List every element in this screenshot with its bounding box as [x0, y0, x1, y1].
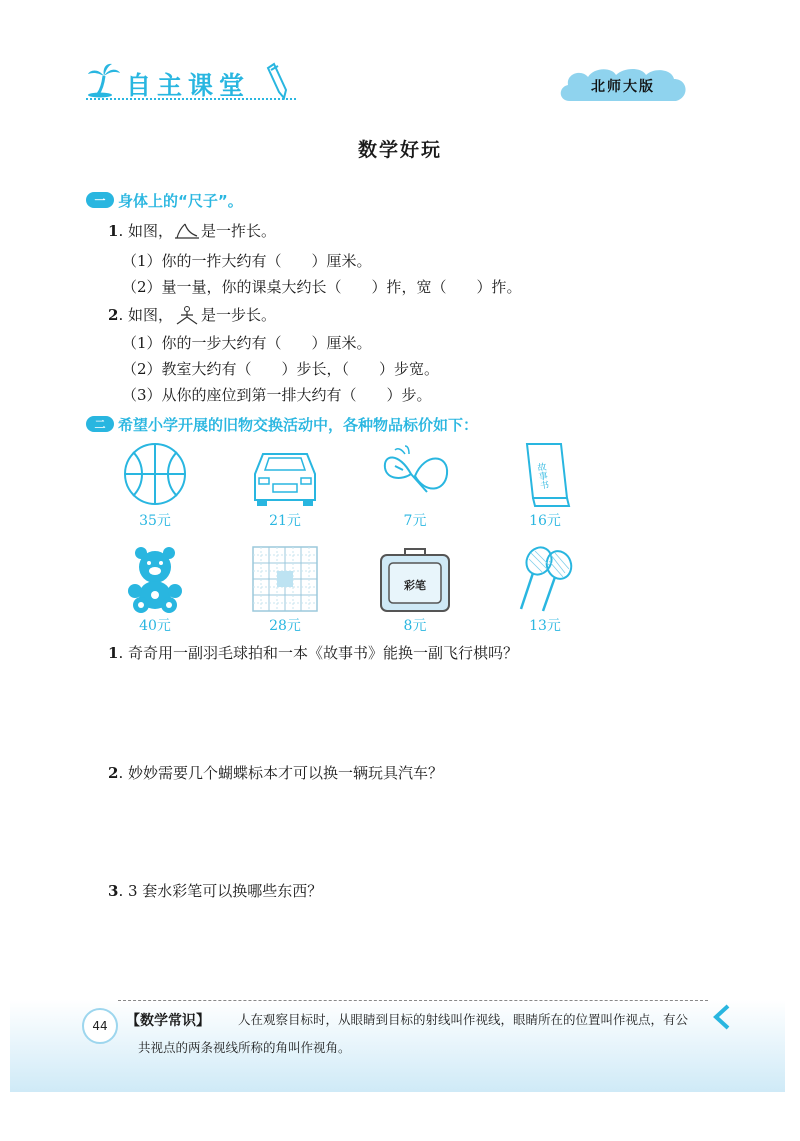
pencil-icon	[266, 60, 296, 100]
question-2-3	[108, 880, 322, 902]
question-1-1-b: （2）量一量，你的课桌大约长（ ）拃，宽（ ）拃。	[122, 278, 522, 296]
brand-title: 自主课堂	[126, 71, 251, 100]
story-book-icon	[505, 440, 585, 508]
question-number: 2	[108, 306, 119, 324]
item-toy-car	[230, 440, 340, 540]
chevron-left-icon	[712, 1004, 730, 1030]
item-price-grid	[100, 440, 600, 640]
item-flight-chess	[230, 545, 340, 645]
question-text: . 妙妙需要几个蝴蝶标本才可以换一辆玩具汽车？	[118, 764, 443, 782]
hand-span-icon	[173, 222, 201, 242]
math-tip-line-1: 人在观察目标时，从眼睛到目标的射线叫作视线，眼睛所在的位置叫作视点，有公	[238, 1012, 689, 1027]
question-1-1	[108, 220, 276, 242]
item-watercolor-pens	[360, 545, 470, 645]
item-price: 16元	[529, 513, 561, 529]
item-price: 21元	[269, 513, 301, 529]
pens-label: 彩笔	[404, 579, 426, 592]
item-price: 7元	[403, 513, 427, 529]
question-text: . 如图，	[118, 306, 173, 324]
question-2-1	[108, 642, 518, 664]
question-number: 1	[108, 222, 119, 240]
question-number: 3	[108, 882, 119, 900]
question-number: 2	[108, 764, 119, 782]
item-price: 40元	[139, 618, 171, 634]
question-1-2	[108, 304, 276, 326]
question-number: 1	[108, 644, 119, 662]
edition-label: 北师大版	[591, 79, 655, 95]
watercolor-pens-icon	[375, 545, 455, 613]
question-text-end: 是一步长。	[200, 306, 276, 324]
item-price: 13元	[529, 618, 561, 634]
badminton-rackets-icon	[505, 545, 585, 613]
footer-divider	[118, 1000, 708, 1001]
section-heading-1	[86, 188, 243, 212]
item-story-book	[490, 440, 600, 540]
section-badge-1: 一	[86, 192, 114, 208]
item-butterfly	[360, 440, 470, 540]
question-text: . 如图，	[118, 222, 173, 240]
page-title: 数学好玩	[357, 139, 442, 161]
question-2-2	[108, 762, 443, 784]
page-header	[86, 58, 706, 108]
butterfly-icon	[375, 440, 455, 508]
section-heading-text-2: 希望小学开展的旧物交换活动中，各种物品标价如下：	[118, 415, 479, 434]
question-text: . 奇奇用一副羽毛球拍和一本《故事书》能换一副飞行棋吗？	[118, 644, 518, 662]
item-price: 28元	[269, 618, 301, 634]
section-heading-text-1: 身体上的“尺子”。	[118, 191, 243, 210]
item-price: 8元	[403, 618, 427, 634]
section-badge-2: 二	[86, 416, 114, 432]
toy-car-icon	[245, 440, 325, 508]
item-teddy-bear	[100, 545, 210, 645]
question-text-end: 是一拃长。	[200, 222, 276, 240]
palm-tree-icon	[86, 62, 122, 98]
question-1-2-a: （1）你的一步大约有（ ）厘米。	[122, 334, 372, 352]
item-badminton-rackets	[490, 545, 600, 645]
flight-chess-icon	[245, 545, 325, 613]
question-1-2-c: （3）从你的座位到第一排大约有（ ）步。	[122, 386, 432, 404]
edition-cloud-badge	[556, 65, 690, 105]
question-1-2-b: （2）教室大约有（ ）步长，（ ）步宽。	[122, 360, 440, 378]
question-1-1-a: （1）你的一拃大约有（ ）厘米。	[122, 252, 372, 270]
section-heading-2	[86, 412, 478, 436]
math-tip-tag: 【数学常识】	[126, 1013, 210, 1029]
book-label: 故事书	[534, 461, 549, 491]
basketball-icon	[115, 440, 195, 508]
header-dotted-line	[86, 98, 296, 100]
question-text: . 3 套水彩笔可以换哪些东西？	[118, 882, 323, 900]
math-tip-line-2: 共视点的两条视线所称的角叫作视角。	[138, 1040, 351, 1055]
item-price: 35元	[139, 513, 171, 529]
item-basketball	[100, 440, 210, 540]
page-number: 44	[82, 1008, 118, 1044]
teddy-bear-icon	[115, 545, 195, 613]
step-length-icon	[173, 306, 201, 326]
